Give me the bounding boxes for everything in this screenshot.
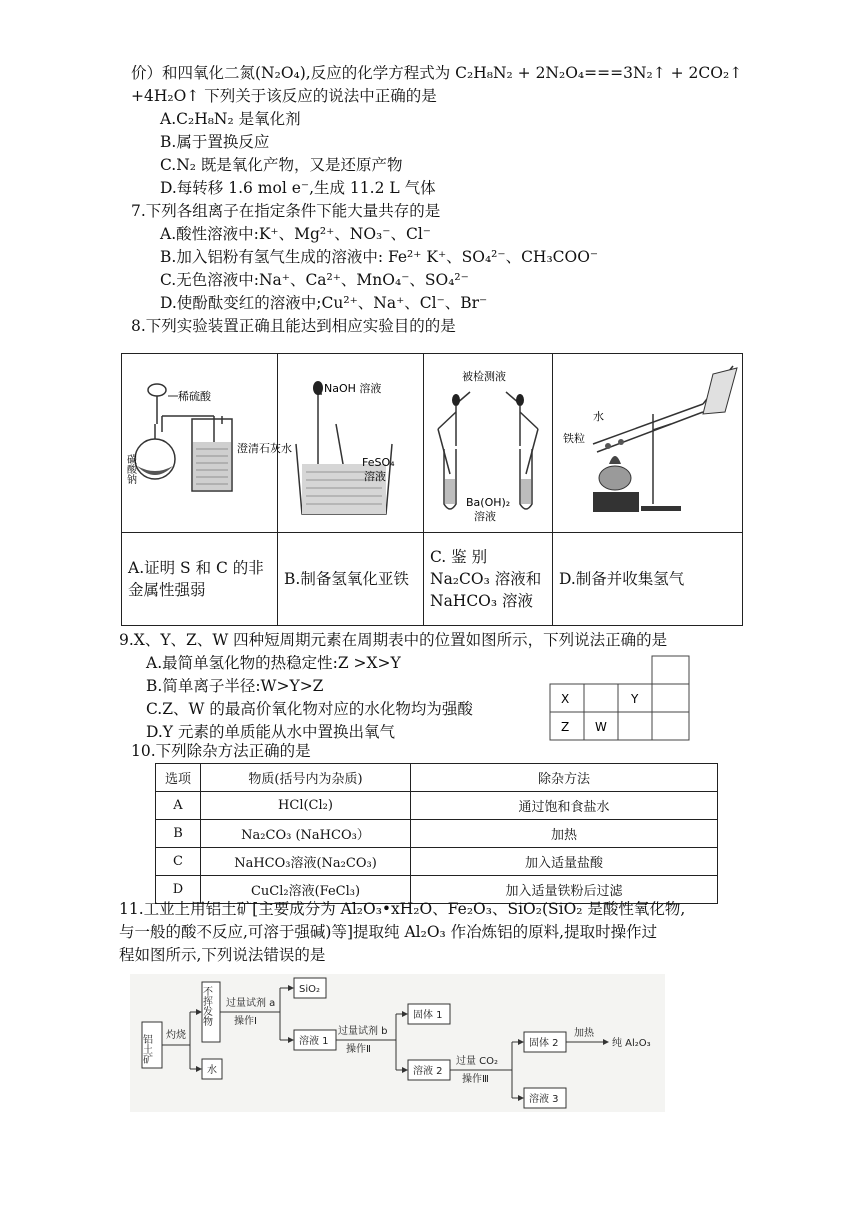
label-water: 水 (593, 410, 604, 423)
q7-option-a: A.酸性溶液中:K⁺、Mg²⁺、NO₃⁻、Cl⁻ (160, 225, 431, 243)
flow-op1: 操作Ⅰ (234, 1016, 257, 1027)
apparatus-b-cell (278, 354, 424, 533)
q7-option-d: D.使酚酞变红的溶液中;Cu²⁺、Na⁺、Cl⁻、Br⁻ (160, 294, 488, 312)
table-header-row (156, 764, 718, 792)
q9-stem: 9.X、Y、Z、W 四种短周期元素在周期表中的位置如图所示，下列说法正确的是 (119, 631, 668, 649)
label-naoh-solution: NaOH 溶液 (324, 382, 382, 395)
apparatus-a-cell (122, 354, 292, 533)
apparatus-a-figure (122, 354, 292, 532)
label-dilute-sulfuric-acid: 稀硫酸 (178, 390, 211, 403)
q9-option-b: B.简单离子半径:W>Y>Z (146, 677, 324, 695)
flow-solution3: 溶液 3 (529, 1094, 559, 1105)
flow-ore: 铝土矿 (140, 1034, 152, 1064)
flow-burn: 灼烧 (166, 1030, 186, 1041)
q9-option-c: C.Z、W 的最高价氧化物对应的水化物均为强酸 (146, 700, 473, 718)
flow-solid1: 固体 1 (413, 1010, 443, 1021)
element-w: W (595, 720, 607, 734)
flow-reagent-a: 过量试剂 a (226, 998, 276, 1009)
header-substance: 物质(括号内为杂质) (201, 764, 411, 792)
label-baoh2: Ba(OH)₂ (466, 496, 511, 509)
q6-option-b: B.属于置换反应 (160, 133, 270, 151)
flow-water: 水 (207, 1065, 217, 1076)
flow-sio2: SiO₂ (299, 984, 321, 995)
q8-apparatus-table (121, 353, 743, 626)
apparatus-d-cell (553, 354, 743, 533)
label-iron-pellets: 铁粒 (563, 432, 585, 445)
apparatus-b-figure (278, 354, 423, 532)
flow-op2: 操作Ⅱ (346, 1044, 371, 1055)
element-y: Y (631, 692, 639, 706)
flow-co2: 过量 CO₂ (456, 1056, 499, 1067)
flow-op3: 操作Ⅲ (462, 1074, 489, 1085)
row-d-option: D (156, 876, 201, 904)
flow-heat: 加热 (574, 1028, 594, 1039)
periodic-table-grid (549, 655, 691, 741)
label-limewater: 澄清石灰水 (237, 442, 292, 455)
table-row (156, 848, 718, 876)
row-a-substance: HCl(Cl₂) (201, 792, 411, 820)
caption-b: B.制备氢氧化亚铁 (278, 533, 424, 626)
q6-option-c: C.N₂ 既是氧化产物，又是还原产物 (160, 156, 403, 174)
q6-option-d: D.每转移 1.6 mol e⁻,生成 11.2 L 气体 (160, 179, 436, 197)
row-c-method: 加入适量盐酸 (411, 848, 718, 876)
flow-solid2: 固体 2 (529, 1038, 559, 1049)
q11-stem-line3: 程如图所示,下列说法错误的是 (119, 946, 326, 964)
label-feso4-solution: 溶液 (364, 470, 386, 483)
table-row (156, 820, 718, 848)
header-option: 选项 (156, 764, 201, 792)
caption-c: C. 鉴 别 Na₂CO₃ 溶液和 NaHCO₃ 溶液 (424, 533, 553, 626)
label-feso4: FeSO₄ (362, 456, 395, 469)
q7-stem: 7.下列各组离子在指定条件下能大量共存的是 (131, 202, 441, 220)
flow-reagent-b: 过量试剂 b (338, 1026, 388, 1037)
flow-nonvolatile: 不挥发物 (200, 986, 212, 1026)
q9-option-a: A.最简单氢化物的热稳定性:Z >X>Y (146, 654, 401, 672)
row-d-method: 加入适量铁粉后过滤 (411, 876, 718, 904)
apparatus-c-cell (424, 354, 553, 533)
row-a-method: 通过饱和食盐水 (411, 792, 718, 820)
q6-option-a: A.C₂H₈N₂ 是氧化剂 (160, 110, 301, 128)
caption-a: A.证明 S 和 C 的非金属性强弱 (122, 533, 278, 626)
apparatus-c-figure (424, 354, 552, 532)
label-baoh2-solution: 溶液 (474, 510, 496, 523)
row-b-substance: Na₂CO₃ (NaHCO₃） (201, 820, 411, 848)
q10-purification-table (155, 763, 718, 904)
q11-stem-line2: 与一般的酸不反应,可溶于强碱)等]提取纯 Al₂O₃ 作冶炼铝的原料,提取时操作过 (119, 923, 658, 941)
q7-option-c: C.无色溶液中:Na⁺、Ca²⁺、MnO₄⁻、SO₄²⁻ (160, 271, 469, 289)
element-x: X (561, 692, 570, 706)
q9-option-d: D.Y 元素的单质能从水中置换出氧气 (146, 723, 395, 741)
q6-stem-line1: 价）和四氧化二氮(N₂O₄),反应的化学方程式为 C₂H₈N₂ + 2N₂O₄===3N₂↑ + 2CO₂↑ (131, 64, 743, 82)
header-method: 除杂方法 (411, 764, 718, 792)
flowchart-svg (130, 974, 665, 1112)
q7-option-b: B.加入铝粉有氢气生成的溶液中: Fe²⁺ K⁺、SO₄²⁻、CH₃COO⁻ (160, 248, 599, 266)
row-a-option: A (156, 792, 201, 820)
label-sodium-carbonate: 碳酸钠 (124, 454, 136, 484)
row-c-substance: NaHCO₃溶液(Na₂CO₃) (201, 848, 411, 876)
row-b-method: 加热 (411, 820, 718, 848)
caption-d: D.制备并收集氢气 (553, 533, 743, 626)
q6-stem-line2: +4H₂O↑ 下列关于该反应的说法中正确的是 (131, 87, 437, 105)
row-c-option: C (156, 848, 201, 876)
flow-product: 纯 Al₂O₃ (612, 1038, 651, 1049)
table-row (156, 792, 718, 820)
q11-stem-line1: 11.工业上用铝土矿[主要成分为 Al₂O₃•xH₂O、Fe₂O₃、SiO₂(SiO₂ 是酸性氧化物, (119, 900, 686, 918)
q8-stem: 8.下列实验装置正确且能达到相应实验目的的是 (131, 317, 456, 335)
q11-flowchart (130, 974, 665, 1112)
element-z: Z (561, 720, 570, 734)
label-test-solution: 被检测液 (462, 370, 506, 383)
apparatus-d-figure (553, 354, 742, 532)
row-d-substance: CuCl₂溶液(FeCl₃) (201, 876, 411, 904)
row-b-option: B (156, 820, 201, 848)
flow-solution2: 溶液 2 (413, 1066, 443, 1077)
q10-stem: 10.下列除杂方法正确的是 (131, 742, 311, 760)
flow-solution1: 溶液 1 (299, 1036, 329, 1047)
